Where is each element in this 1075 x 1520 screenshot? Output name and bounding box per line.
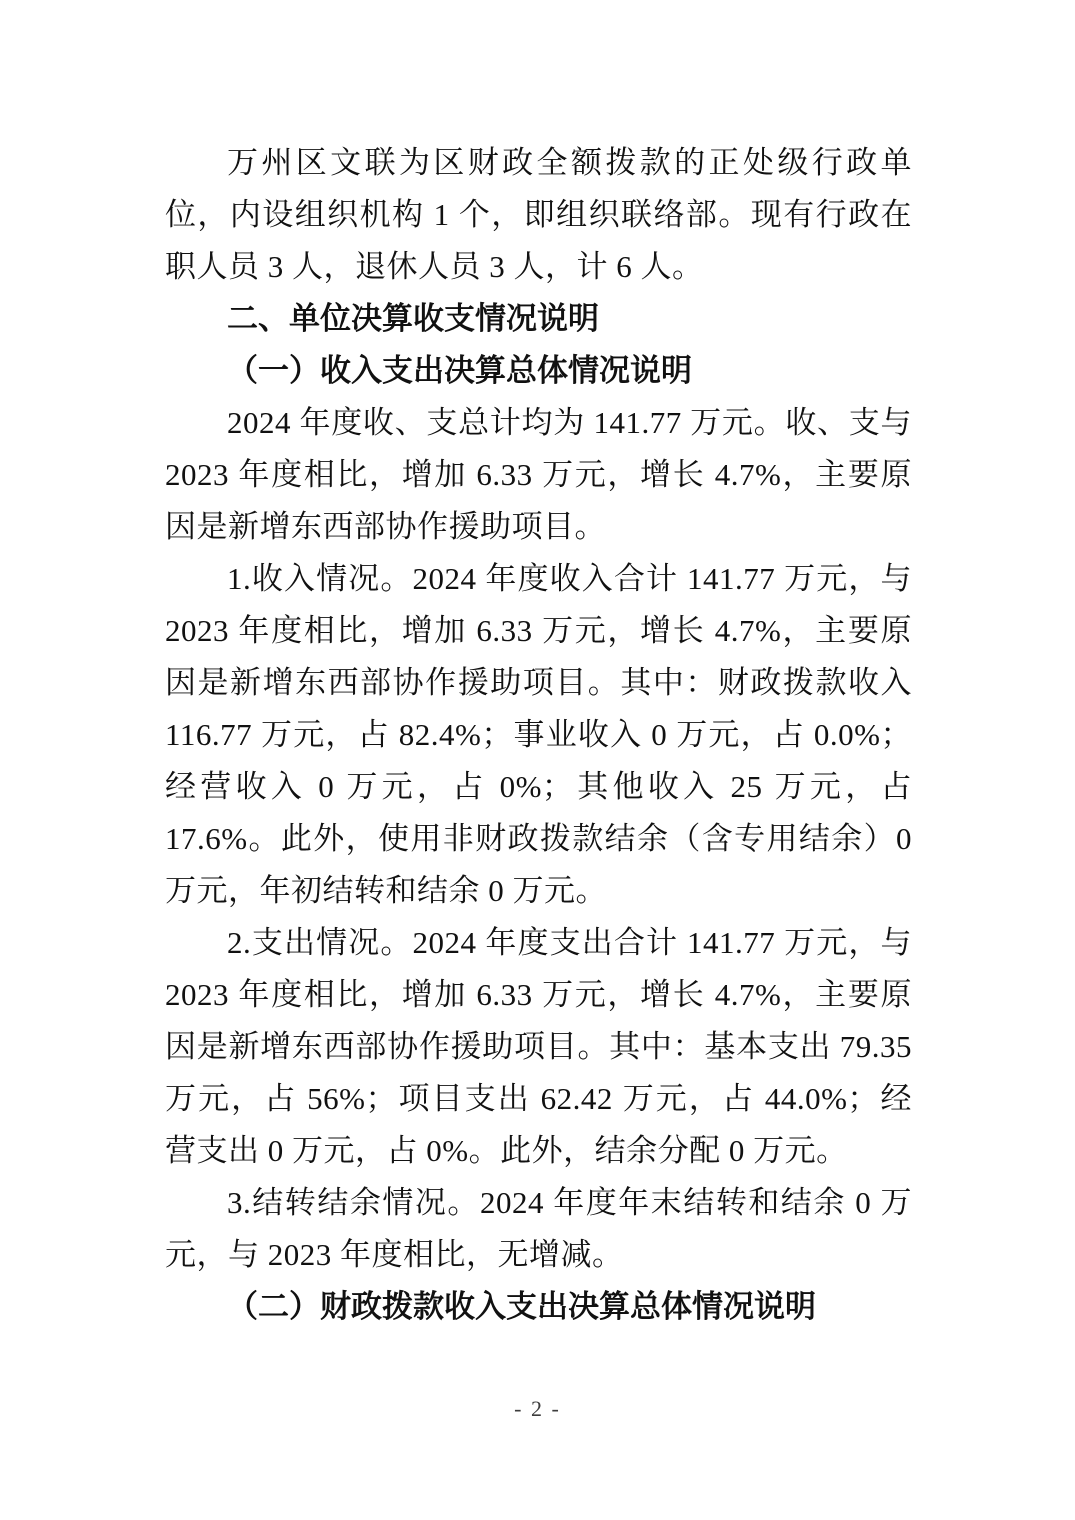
page-number: - 2 - — [514, 1396, 561, 1421]
page-footer — [0, 1396, 1075, 1422]
document-body — [165, 137, 912, 1333]
paragraph-total-income-expenditure: 2024 年度收、支总计均为 141.77 万元。收、支与 2023 年度相比，增加 6.33 万元，增长 4.7%，主要原因是新增东西部协作援助项目。 — [165, 405, 912, 544]
heading-section-two-budget-explanation: 二、单位决算收支情况说明 — [227, 301, 599, 336]
paragraph-expenditure-details: 2.支出情况。2024 年度支出合计 141.77 万元，与 2023 年度相比，增加 6.33 万元，增长 4.7%，主要原因是新增东西部协作援助项目。其中：基本支出 79.35 万元，占 56%；项目支出 62.42 万元，占 44.0%；经营支出 0 万元，占 0%。此外，结余分配 0 万元。 — [165, 925, 912, 1168]
heading-subsection-one-overall-income-expenditure: （一）收入支出决算总体情况说明 — [227, 353, 692, 388]
paragraph-organization-overview: 万州区文联为区财政全额拨款的正处级行政单位，内设组织机构 1 个，即组织联络部。现有行政在职人员 3 人，退休人员 3 人，计 6 人。 — [165, 145, 912, 284]
paragraph-income-details: 1.收入情况。2024 年度收入合计 141.77 万元，与 2023 年度相比，增加 6.33 万元，增长 4.7%，主要原因是新增东西部协作援助项目。其中：财政拨款收入 116.77 万元，占 82.4%；事业收入 0 万元，占 0.0%；经营收入 0 万元，占 0%；其他收入 25 万元，占 17.6%。此外，使用非财政拨款结余（含专用结余）0 万元，年初结转和结余 0 万元。 — [165, 561, 912, 908]
heading-subsection-two-fiscal-appropriation: （二）财政拨款收入支出决算总体情况说明 — [227, 1289, 816, 1324]
paragraph-carryover-balance: 3.结转结余情况。2024 年度年末结转和结余 0 万元，与 2023 年度相比，无增减。 — [165, 1185, 912, 1272]
